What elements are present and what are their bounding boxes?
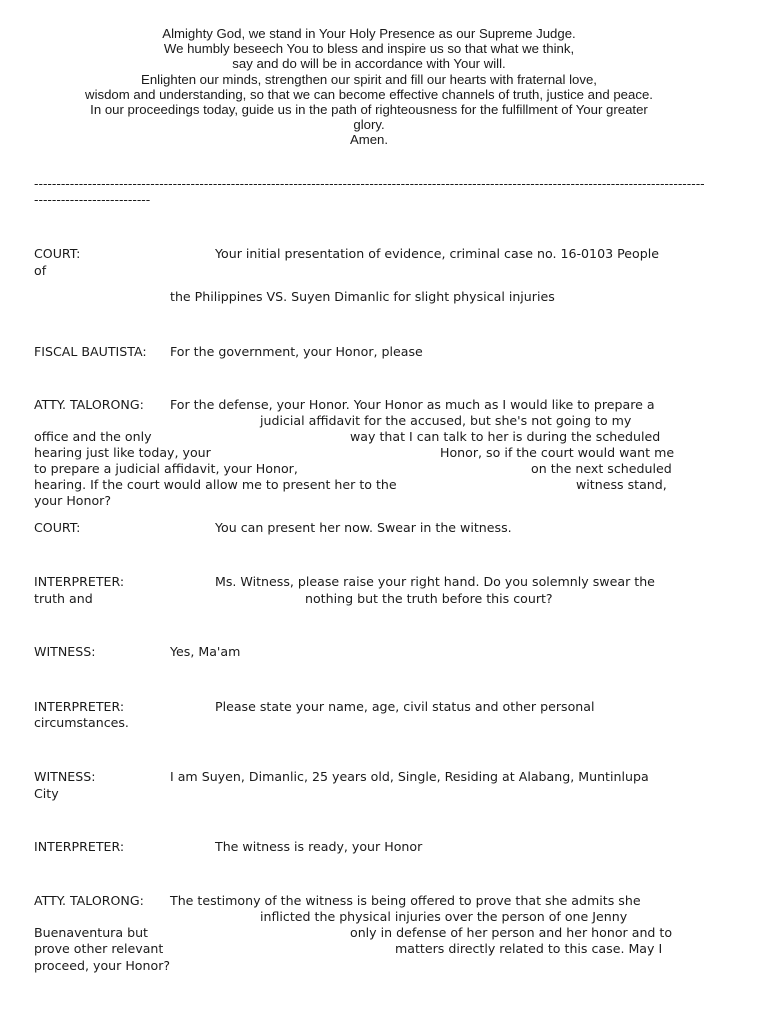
- speech-text: Honor, so if the court would want me: [440, 445, 675, 460]
- speech-text: on the next scheduled: [531, 461, 672, 476]
- speaker-label: INTERPRETER:: [34, 699, 125, 714]
- speech-text: matters directly related to this case. May I: [395, 941, 663, 956]
- speaker-label: COURT:: [34, 520, 81, 535]
- speech-text: Ms. Witness, please raise your right hand. Do you solemnly swear the: [215, 574, 655, 589]
- prayer-line: In our proceedings today, guide us in the path of righteousness for the fulfillment of Your greater: [90, 102, 648, 118]
- speaker-label: WITNESS:: [34, 644, 96, 659]
- speech-text: nothing but the truth before this court?: [305, 591, 553, 606]
- speech-text: truth and: [34, 591, 93, 606]
- speaker-label: INTERPRETER:: [34, 839, 125, 854]
- speaker-label: FISCAL BAUTISTA:: [34, 344, 147, 359]
- speech-text: I am Suyen, Dimanlic, 25 years old, Single, Residing at Alabang, Muntinlupa: [170, 769, 649, 784]
- dashed-separator: --------------------------------------------------------------------------------------------------------------------------------------------------------------------------------: [34, 176, 705, 207]
- speech-text: circumstances.: [34, 715, 129, 730]
- speech-text: inflicted the physical injuries over the person of one Jenny: [260, 909, 628, 924]
- prayer-line: Enlighten our minds, strengthen our spirit and fill our hearts with fraternal love,: [141, 71, 597, 87]
- speech-text: City: [34, 786, 59, 801]
- speech-text: judicial affidavit for the accused, but she's not going to my: [260, 413, 632, 428]
- speaker-label: INTERPRETER:: [34, 574, 125, 589]
- prayer-line: glory.: [353, 117, 385, 133]
- speech-text: For the defense, your Honor. Your Honor as much as I would like to prepare a: [170, 397, 655, 412]
- prayer-line: wisdom and understanding, so that we can become effective channels of truth, justice and peace.: [85, 86, 653, 102]
- speech-text: witness stand,: [576, 477, 667, 492]
- speaker-label: WITNESS:: [34, 769, 96, 784]
- speaker-label: COURT:: [34, 246, 81, 261]
- prayer-line: say and do will be in accordance with Your will.: [232, 56, 506, 72]
- prayer-line: Almighty God, we stand in Your Holy Presence as our Supreme Judge.: [162, 26, 576, 41]
- speech-text: hearing. If the court would allow me to present her to the: [34, 477, 397, 492]
- prayer-line: Amen.: [349, 132, 389, 148]
- speech-text: The witness is ready, your Honor: [215, 839, 423, 854]
- speech-text: Your initial presentation of evidence, criminal case no. 16-0103 People: [215, 246, 659, 261]
- prayer-line: We humbly beseech You to bless and inspire us so that what we think,: [163, 41, 575, 57]
- speech-text: You can present her now. Swear in the witness.: [215, 520, 512, 535]
- speech-text: of: [34, 263, 47, 278]
- speech-text: the Philippines VS. Suyen Dimanlic for slight physical injuries: [170, 289, 555, 304]
- speaker-label: ATTY. TALORONG:: [34, 397, 144, 412]
- speaker-label: ATTY. TALORONG:: [34, 893, 144, 908]
- speech-text: prove other relevant: [34, 941, 164, 956]
- speech-text: The testimony of the witness is being offered to prove that she admits she: [170, 893, 641, 908]
- speech-text: proceed, your Honor?: [34, 958, 171, 973]
- speech-text: way that I can talk to her is during the scheduled: [350, 429, 661, 444]
- speech-text: only in defense of her person and her honor and to: [350, 925, 673, 940]
- speech-text: Buenaventura but: [34, 925, 148, 940]
- speech-text: For the government, your Honor, please: [170, 344, 423, 359]
- speech-text: Please state your name, age, civil status and other personal: [215, 699, 595, 714]
- opening-prayer: [30, 26, 708, 148]
- speech-text: office and the only: [34, 429, 152, 444]
- speech-text: your Honor?: [34, 493, 112, 508]
- speech-text: to prepare a judicial affidavit, your Honor,: [34, 461, 298, 476]
- speech-text: hearing just like today, your: [34, 445, 211, 460]
- speech-text: Yes, Ma'am: [170, 644, 241, 659]
